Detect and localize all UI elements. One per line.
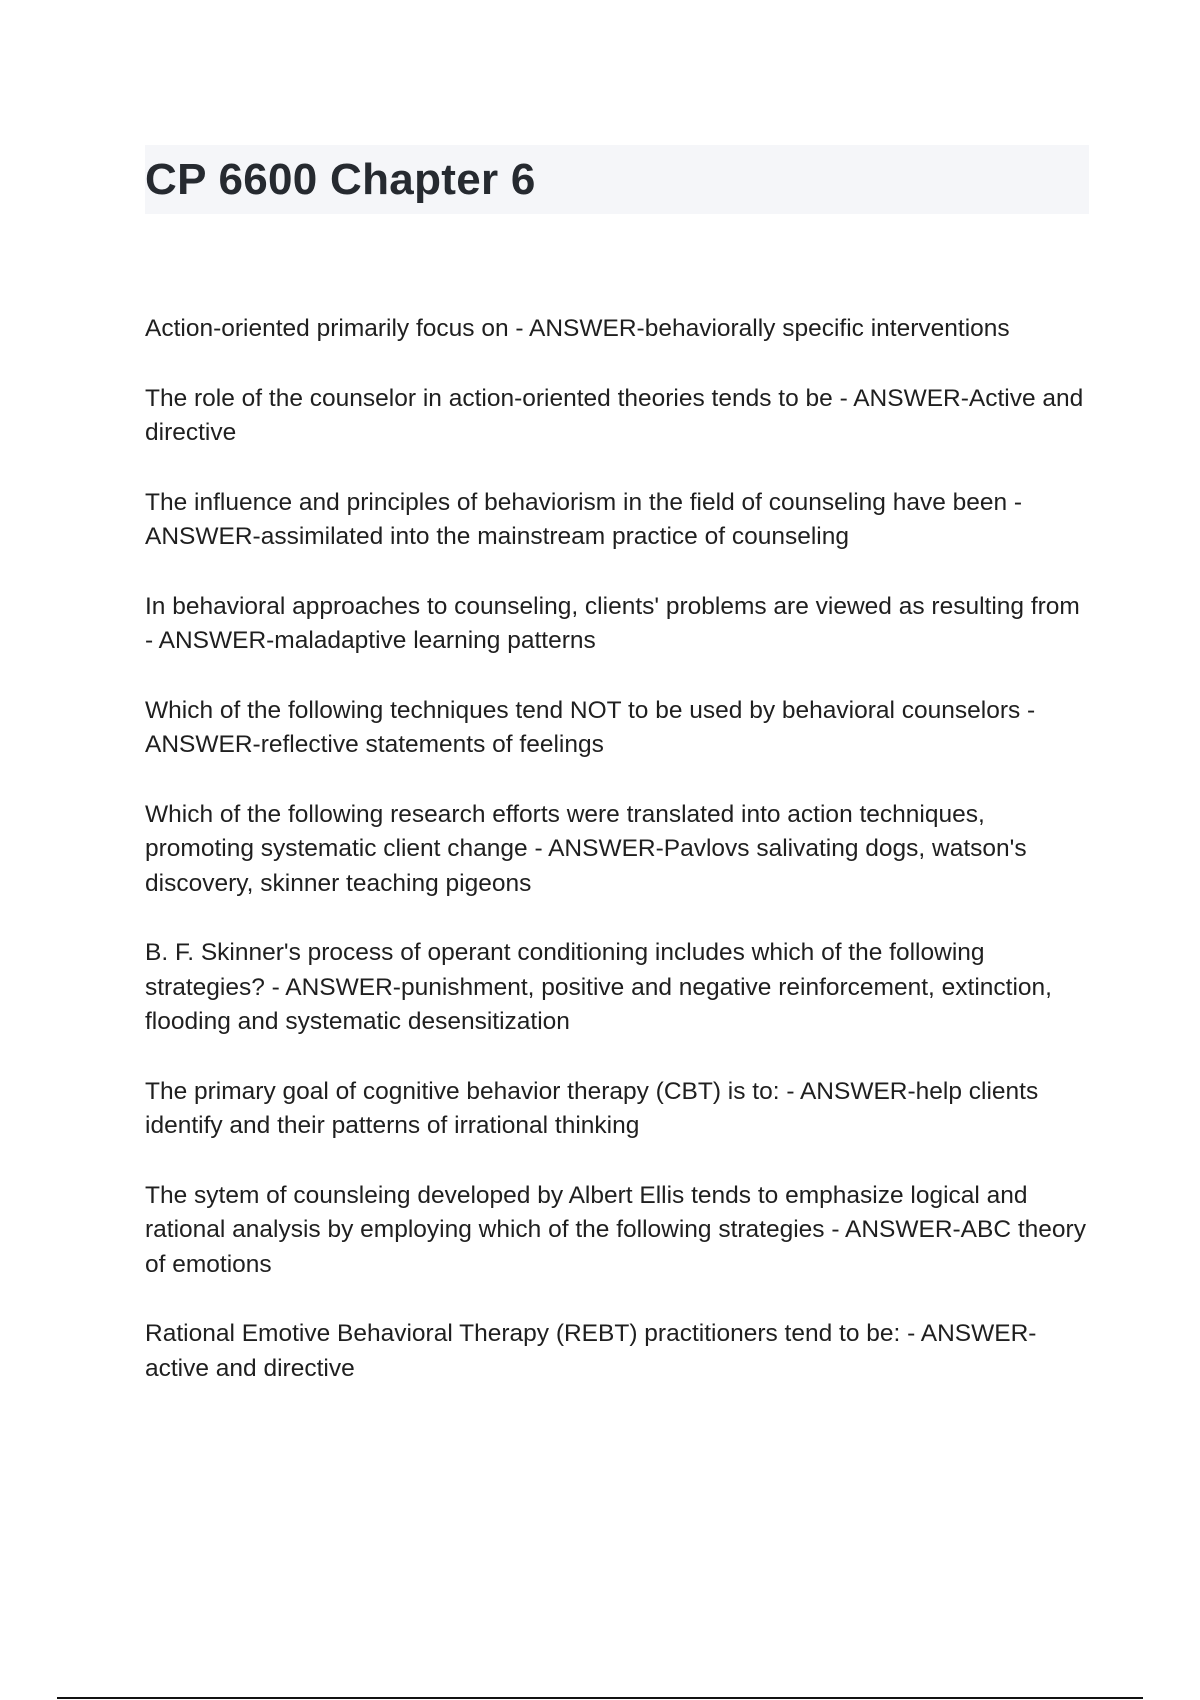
qa-list [145, 312, 1091, 1421]
footer-rule [57, 1697, 1143, 1699]
qa-item: The sytem of counsleing developed by Albert Ellis tends to emphasize logical and rational analysis by employing which of the following strategies - ANSWER-ABC theory of emotions [145, 1181, 1086, 1278]
qa-item: The role of the counselor in action-oriented theories tends to be - ANSWER-Active and directive [145, 384, 1084, 446]
qa-item: Rational Emotive Behavioral Therapy (REBT) practitioners tend to be: - ANSWER-active and directive [145, 1320, 1037, 1382]
qa-item: Which of the following research efforts were translated into action techniques, promoting systematic client change - ANSWER-Pavlovs salivating dogs, watson's discovery, skinner teaching pigeons [145, 800, 1027, 897]
qa-item: The primary goal of cognitive behavior therapy (CBT) is to: - ANSWER-help clients identify and their patterns of irrational thinking [145, 1077, 1039, 1139]
page-title: CP 6600 Chapter 6 [145, 155, 536, 204]
qa-item: The influence and principles of behaviorism in the field of counseling have been - ANSWER-assimilated into the mainstream practice of counseling [145, 488, 1023, 550]
qa-item: Action-oriented primarily focus on - ANSWER-behaviorally specific interventions [145, 315, 1010, 342]
qa-item: Which of the following techniques tend NOT to be used by behavioral counselors - ANSWER-reflective statements of feelings [145, 696, 1036, 758]
qa-item: In behavioral approaches to counseling, clients' problems are viewed as resulting from - ANSWER-maladaptive learning patterns [145, 592, 1080, 654]
title-band [145, 145, 1089, 214]
qa-item: B. F. Skinner's process of operant conditioning includes which of the following strategies? - ANSWER-punishment, positive and negative reinforcement, extinction, flooding and systematic desensitization [145, 939, 1052, 1035]
